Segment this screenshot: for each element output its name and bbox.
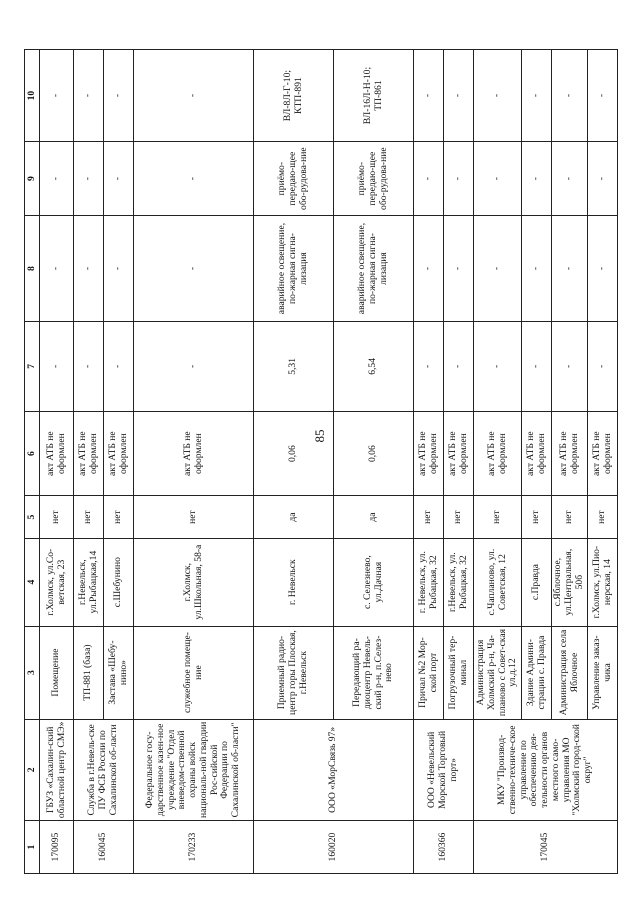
objects-table	[24, 49, 618, 874]
column-header: 9	[25, 142, 40, 216]
cell-object: Погрузочный тер-минал	[444, 626, 474, 719]
cell-c6: акт АТБ не оформлен	[588, 411, 618, 496]
cell-c10: -	[414, 50, 444, 142]
cell-c7: 5,31	[254, 321, 334, 411]
column-header: 5	[25, 496, 40, 538]
cell-c7: -	[74, 321, 104, 411]
column-header: 7	[25, 321, 40, 411]
cell-id: 160045	[74, 821, 134, 874]
table-row	[40, 50, 74, 874]
cell-address: г.Невельск, ул.Рыбацкая,14	[74, 538, 104, 626]
table-row	[74, 50, 104, 874]
cell-object: Передающий ра-диоцентр Невель-ский р-н, п.Селез-нево	[334, 626, 414, 719]
cell-c8: аварийное освещение, по-жарная сигна-лизация	[334, 216, 414, 322]
cell-c5: нет	[134, 496, 254, 538]
column-header: 4	[25, 538, 40, 626]
cell-c9: -	[104, 142, 134, 216]
cell-c7: -	[40, 321, 74, 411]
cell-id: 160020	[254, 821, 414, 874]
cell-c8: -	[74, 216, 104, 322]
cell-c5: нет	[414, 496, 444, 538]
cell-org: МКУ "Производ-ственно-техниче-ское управление по обеспечению дея-тельности органов местного само-управления МО "Холмский город-ской округ"	[474, 719, 618, 821]
cell-c7: -	[104, 321, 134, 411]
cell-c5: да	[254, 496, 334, 538]
cell-c9: -	[134, 142, 254, 216]
column-header: 1	[25, 821, 40, 874]
cell-c9: приёмо-передаю-щее обо-рудова-ние	[254, 142, 334, 216]
cell-c10: ВЛ-16Л-Н-10; ТП-861	[334, 50, 414, 142]
cell-c7: 6,54	[334, 321, 414, 411]
cell-c9: -	[552, 142, 588, 216]
cell-c6: акт АТБ не оформлен	[444, 411, 474, 496]
cell-c5: нет	[474, 496, 522, 538]
cell-c5: нет	[588, 496, 618, 538]
cell-address: с.Яблочное, ул.Центральная, 50б	[552, 538, 588, 626]
cell-c6: акт АТБ не оформлен	[552, 411, 588, 496]
cell-c9: -	[74, 142, 104, 216]
cell-c6: акт АТБ не оформлен	[522, 411, 552, 496]
cell-c8: -	[522, 216, 552, 322]
cell-address: г. Невельск	[254, 538, 334, 626]
cell-address: г. Невельск, ул. Рыбацкая, 32	[414, 538, 444, 626]
cell-id: 160366	[414, 821, 474, 874]
cell-c7: -	[522, 321, 552, 411]
cell-c9: -	[444, 142, 474, 216]
cell-c8: -	[414, 216, 444, 322]
cell-c10: ВЛ-8Л-Г-10; КТП-891	[254, 50, 334, 142]
cell-c5: да	[334, 496, 414, 538]
cell-c7: -	[474, 321, 522, 411]
cell-address: с. Селезнево, ул.Дачная	[334, 538, 414, 626]
table-row	[254, 50, 334, 874]
cell-org: Служба в г.Невель-ске ПУ ФСБ России по Сахалинской об-ласти	[74, 719, 134, 821]
column-header: 6	[25, 411, 40, 496]
cell-c7: -	[134, 321, 254, 411]
cell-object: служебное помеще-ние	[134, 626, 254, 719]
cell-c9: -	[588, 142, 618, 216]
table-row	[134, 50, 254, 874]
cell-c10: -	[552, 50, 588, 142]
cell-c8: -	[104, 216, 134, 322]
cell-c10: -	[522, 50, 552, 142]
cell-id: 170095	[40, 821, 74, 874]
cell-c5: нет	[40, 496, 74, 538]
cell-c9: -	[522, 142, 552, 216]
cell-c8: -	[40, 216, 74, 322]
cell-address: с.Правда	[522, 538, 552, 626]
cell-object: Здание Админи-страции с. Правда	[522, 626, 552, 719]
cell-c5: нет	[104, 496, 134, 538]
cell-org: ООО «Невельский Морской Торговый порт»	[414, 719, 474, 821]
cell-address: г.Холмск, ул.Школьная, 58-а	[134, 538, 254, 626]
cell-c6: акт АТБ не оформлен	[414, 411, 444, 496]
cell-c7: -	[552, 321, 588, 411]
cell-c10: -	[134, 50, 254, 142]
cell-object: Управление заказ-чика	[588, 626, 618, 719]
cell-c6: 0,06	[334, 411, 414, 496]
cell-address: с.Шебунино	[104, 538, 134, 626]
cell-c6: акт АТБ не оформлен	[474, 411, 522, 496]
cell-c6: 0,06	[254, 411, 334, 496]
column-header: 10	[25, 50, 40, 142]
cell-object: Приемный радио-центр горы Плоская, г.Невельск	[254, 626, 334, 719]
table-row	[414, 50, 444, 874]
cell-c9: -	[40, 142, 74, 216]
cell-c5: нет	[552, 496, 588, 538]
cell-object: Администрация Холмский р-н, Ча-планово с Совет-ская ул.д.12	[474, 626, 522, 719]
header-row	[25, 50, 40, 874]
cell-c10: -	[40, 50, 74, 142]
cell-c6: акт АТБ не оформлен	[104, 411, 134, 496]
cell-object: Администрация села Яблочное	[552, 626, 588, 719]
cell-c7: -	[588, 321, 618, 411]
cell-c10: -	[444, 50, 474, 142]
cell-c9: приёмо-передаю-щее обо-рудова-ние	[334, 142, 414, 216]
cell-c5: нет	[444, 496, 474, 538]
cell-c10: -	[74, 50, 104, 142]
rotated-table-sheet	[24, 49, 613, 874]
cell-c5: нет	[522, 496, 552, 538]
column-header: 8	[25, 216, 40, 322]
cell-id: 170233	[134, 821, 254, 874]
cell-address: г.Невельск, ул. Рыбацкая, 32	[444, 538, 474, 626]
column-header: 2	[25, 719, 40, 821]
cell-object: Причал №2 Мор-ской порт	[414, 626, 444, 719]
page-number: 85	[312, 429, 327, 443]
cell-c6: акт АТБ не оформлен	[134, 411, 254, 496]
cell-c5: нет	[74, 496, 104, 538]
cell-c8: -	[474, 216, 522, 322]
cell-c6: акт АТБ не оформлен	[74, 411, 104, 496]
cell-address: с.Чапланово, ул. Советская, 12	[474, 538, 522, 626]
cell-org: ООО «МорСвязь 97»	[254, 719, 414, 821]
cell-c10: -	[474, 50, 522, 142]
cell-c6: акт АТБ не оформлен	[40, 411, 74, 496]
cell-c7: -	[444, 321, 474, 411]
cell-id: 170045	[474, 821, 618, 874]
cell-c10: -	[104, 50, 134, 142]
cell-object: ТП-881 (база)	[74, 626, 104, 719]
cell-c7: -	[414, 321, 444, 411]
cell-c9: -	[414, 142, 444, 216]
cell-org: ГБУЗ «Сахалин-ский областной центр СМЭ»	[40, 719, 74, 821]
cell-c8: -	[588, 216, 618, 322]
cell-object: Помещение	[40, 626, 74, 719]
table-row	[474, 50, 522, 874]
cell-c8: -	[552, 216, 588, 322]
cell-c8: аварийное освещение, по-жарная сигна-лизация	[254, 216, 334, 322]
cell-org: Федеральное госу-дарственное казен-ное учреждение "Отдел вневедом-ственной охраны войск националь-ной гвардии Рос-сийской Федерации по Сахалинской об-ласти"	[134, 719, 254, 821]
cell-address: г.Холмск, ул.Пио-нерская, 14	[588, 538, 618, 626]
cell-c8: -	[444, 216, 474, 322]
cell-c8: -	[134, 216, 254, 322]
cell-address: г.Холмск, ул.Со-ветская, 23	[40, 538, 74, 626]
cell-c10: -	[588, 50, 618, 142]
column-header: 3	[25, 626, 40, 719]
cell-c9: -	[474, 142, 522, 216]
cell-object: Застава «Шебу-нино»	[104, 626, 134, 719]
